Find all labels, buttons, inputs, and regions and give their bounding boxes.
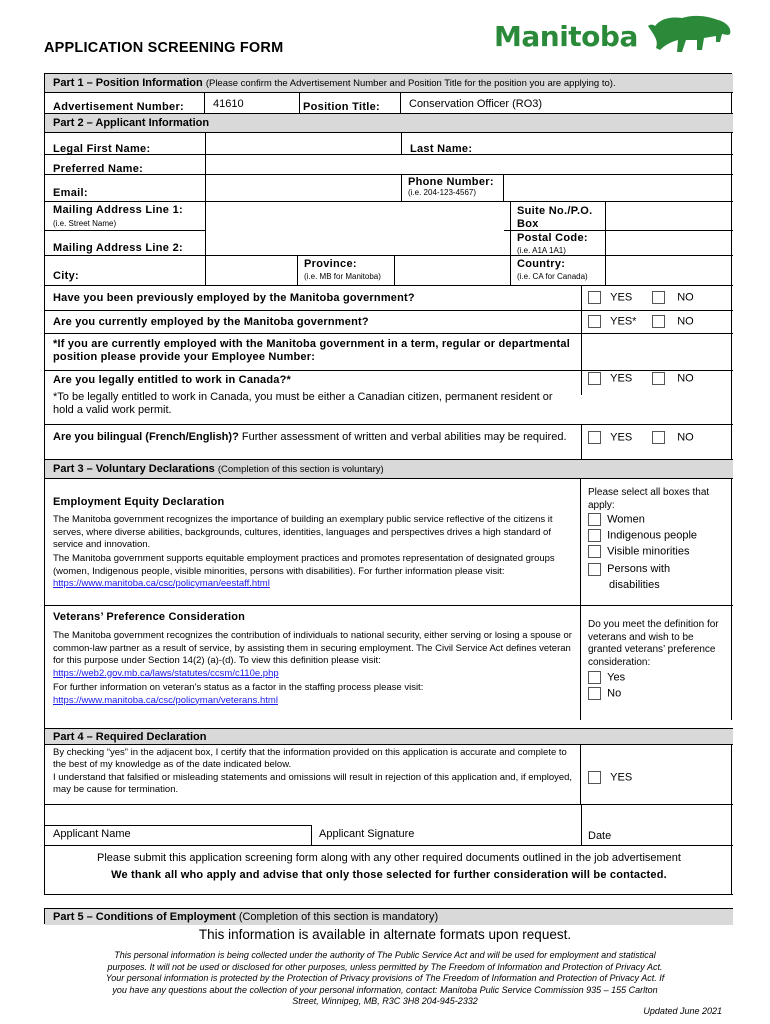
veterans-para1-text: The Manitoba government recognizes the contribution of individuals to national security, either serving or losing a spouse or common-law partner as a result of service, by assisting them in securing employment. The Civil Service Act defines veteran for this purpose under Section 14(2) (a)-(d). To view this definition please visit: (53, 630, 572, 666)
checkbox[interactable] (588, 563, 601, 576)
last-name-label (401, 133, 501, 154)
address-line1-text: Mailing Address Line 1: (53, 204, 183, 216)
address-line1-label (53, 204, 183, 228)
checkbox[interactable] (588, 545, 601, 558)
last-name-text: Last Name: (410, 143, 473, 155)
province-label (297, 255, 395, 285)
checkbox[interactable] (588, 513, 601, 526)
postal-code-field[interactable] (606, 230, 733, 255)
legally-entitled-yes[interactable] (588, 372, 632, 385)
part3-heading: Part 3 – Voluntary Declarations (53, 463, 215, 475)
address-line1-hint: (i.e. Street Name) (53, 219, 117, 228)
checkbox[interactable] (652, 372, 665, 385)
no-label: NO (677, 315, 694, 328)
option-label: Women (607, 513, 645, 526)
city-field[interactable] (205, 255, 297, 285)
preferred-name-field[interactable] (205, 154, 733, 174)
privacy-line-5: Street, Winnipeg, MB, R3C 3H8 204-945-2332 (292, 996, 478, 1006)
currently-employed-yes[interactable] (588, 315, 636, 328)
checkbox[interactable] (588, 315, 601, 328)
privacy-line-4: you have any questions about the collection of your personal information, contact: Manitoba Pulic Service Commission 935 – 155 Carlton (112, 984, 658, 995)
ee-option-women[interactable] (588, 513, 645, 526)
checkbox[interactable] (652, 291, 665, 304)
declaration-yes[interactable] (588, 771, 632, 784)
checkbox[interactable] (588, 291, 601, 304)
part1-heading: Part 1 – Position Information (53, 77, 203, 89)
previously-employed-no[interactable] (652, 291, 694, 304)
yes-label: Yes (607, 671, 626, 684)
applicant-signature-label: Applicant Signature (319, 828, 415, 840)
veterans-para2 (53, 682, 575, 707)
postal-code-label (510, 230, 606, 255)
legally-entitled-no[interactable] (652, 372, 694, 385)
email-field[interactable] (205, 174, 400, 201)
address-line2-text: Mailing Address Line 2: (53, 242, 183, 254)
country-label (510, 255, 606, 285)
first-name-field[interactable] (205, 133, 400, 154)
checkbox[interactable] (588, 671, 601, 684)
checkbox[interactable] (588, 372, 601, 385)
province-hint: (i.e. MB for Manitoba) (304, 272, 381, 281)
bilingual-question-rest: Further assessment of written and verbal abilities may be required. (238, 431, 567, 443)
currently-employed-question: Are you currently employed by the Manitoba government? (53, 316, 369, 328)
email-text: Email: (53, 187, 88, 199)
country-text: Country: (517, 258, 566, 270)
option-label: Indigenous people (607, 529, 698, 542)
previously-employed-yes[interactable] (588, 291, 632, 304)
yes-label: YES (610, 372, 633, 385)
phone-label (401, 174, 504, 201)
yes-label: YES (610, 291, 633, 304)
no-label: NO (677, 372, 694, 385)
preferred-name-label (53, 159, 143, 177)
suite-text: Suite No./P.O. Box (517, 205, 593, 230)
date-label: Date (588, 830, 612, 842)
phone-field[interactable] (504, 174, 733, 201)
employee-number-field[interactable] (582, 333, 733, 370)
previously-employed-question: Have you been previously employed by the Manitoba government? (53, 292, 415, 304)
privacy-line-3: Your personal information is protected by the Protection of Privacy provisions of The Freedom of Information and Protection of Privacy Act. If (105, 973, 665, 983)
checkbox[interactable] (652, 315, 665, 328)
suite-field[interactable] (606, 201, 733, 230)
thank-you-note: We thank all who apply and advise that only those selected for further consideration will be contacted. (111, 869, 667, 881)
last-name-field[interactable] (501, 133, 733, 154)
employee-number-note: *If you are currently employed with the Manitoba government in a term, regular or departmental position please provide your Employee Number: (53, 338, 570, 363)
checkbox[interactable] (652, 431, 665, 444)
veterans-para2-text: For further information on veteran’s status as a factor in the staffing process please visit: (53, 682, 424, 693)
privacy-line-2: purposes. It will not be used or disclosed for other purposes, unless permitted by The Freedom of Information and Protection of Privacy Act. (107, 961, 663, 972)
veterans-question: Do you meet the definition for veterans and wish to be granted veterans’ preference consideration: (588, 619, 719, 668)
yes-label: YES (610, 771, 633, 784)
employment-equity-link[interactable]: https://www.manitoba.ca/csc/policyman/eestaff.html (53, 578, 270, 589)
part3-header (45, 459, 733, 479)
ee-select-instruction: Please select all boxes that apply: (588, 487, 710, 511)
country-field[interactable] (606, 255, 733, 285)
employment-equity-title: Employment Equity Declaration (53, 496, 225, 508)
phone-text: Phone Number: (408, 176, 494, 188)
part5-note: (Completion of this section is mandatory) (238, 911, 439, 923)
veterans-title: Veterans’ Preference Consideration (53, 611, 246, 623)
part5-header (45, 908, 733, 925)
no-label: NO (677, 431, 694, 444)
part1-header (45, 74, 733, 93)
employment-equity-para1: The Manitoba government recognizes the importance of building an exemplary public service reflective of the citizens it serves, where diverse abilities, backgrounds, cultures, identities, languages and perspectives drives a high standard of service and innovation. (53, 514, 553, 550)
city-text: City: (53, 270, 79, 282)
advertisement-number-text: Advertisement Number: (53, 101, 184, 113)
employment-equity-para2 (53, 553, 575, 591)
legally-entitled-note: *To be legally entitled to work in Canada, you must be either a Canadian citizen, permanent resident or hold a valid work permit. (53, 391, 553, 416)
postal-code-hint: (i.e. A1A 1A1) (517, 246, 566, 255)
preferred-name-text: Preferred Name: (53, 163, 144, 175)
checkbox[interactable] (588, 529, 601, 542)
bison-icon (646, 12, 736, 58)
veterans-statute-link[interactable]: https://web2.gov.mb.ca/laws/statutes/ccsm/c110e.php (53, 667, 279, 679)
suite-label (510, 201, 606, 230)
address-line2-field[interactable] (205, 230, 510, 255)
option-label: Persons with (607, 563, 671, 575)
declaration-para1: By checking “yes” in the adjacent box, I certify that the information provided on this application is accurate and complete to the best of my knowledge as of the date indicated below. (53, 747, 567, 770)
employment-equity-para2-text: The Manitoba government supports equitable employment practices and promotes representation of designated groups (women, Indigenous people, visible minorities, persons with disabilities). For further information please visit: (53, 553, 555, 577)
position-title-field[interactable] (401, 93, 731, 113)
province-field[interactable] (395, 255, 510, 285)
postal-code-text: Postal Code: (517, 232, 588, 244)
first-name-text: Legal First Name: (53, 143, 151, 155)
privacy-line-1: This personal information is being collected under the authority of The Public Service Act and will be used for employment and statistical (114, 950, 656, 960)
advertisement-number-field[interactable] (205, 93, 299, 113)
address-line2-label (53, 238, 183, 256)
no-label: NO (677, 291, 694, 304)
advertisement-number-value: 41610 (213, 98, 244, 110)
bilingual-no[interactable] (652, 431, 694, 444)
phone-hint: (i.e. 204-123-4567) (408, 188, 477, 197)
part5-heading: Part 5 – Conditions of Employment (53, 911, 236, 923)
ee-option-visible-minorities[interactable] (588, 545, 689, 558)
bilingual-question-bold: Are you bilingual (French/English)? (53, 431, 239, 443)
option-label-cont: disabilities (609, 579, 660, 591)
declaration-para2: I understand that falsified or misleading statements and omissions will result in rejection of this application and, if employed, may be cause for termination. (53, 772, 573, 795)
yes-label: YES (610, 431, 633, 444)
part2-heading: Part 2 – Applicant Information (53, 117, 210, 129)
part4-heading: Part 4 – Required Declaration (53, 731, 207, 743)
logo-text: Manitoba (494, 20, 638, 53)
currently-employed-no[interactable] (652, 315, 694, 328)
veterans-para1 (53, 630, 575, 680)
part1-note: (Please confirm the Advertisement Number and Position Title for the position you are applying to). (205, 78, 616, 89)
first-name-label (53, 139, 150, 157)
bilingual-yes[interactable] (588, 431, 632, 444)
part2-header (45, 113, 733, 133)
ee-option-indigenous[interactable] (588, 529, 697, 542)
applicant-name-label: Applicant Name (53, 828, 131, 840)
checkbox[interactable] (588, 771, 601, 784)
form-title: APPLICATION SCREENING FORM (44, 40, 284, 56)
bilingual-question (53, 431, 578, 444)
part4-header (45, 728, 733, 745)
application-form (44, 73, 732, 924)
applicant-signature-field[interactable] (311, 805, 581, 825)
alternate-formats-note: This information is available in alternate formats upon request. (198, 927, 572, 942)
applicant-name-field[interactable] (45, 805, 311, 825)
ee-option-disabilities[interactable] (588, 561, 670, 593)
city-label (53, 266, 79, 284)
country-hint: (i.e. CA for Canada) (517, 272, 588, 281)
position-title-text: Position Title: (303, 101, 381, 113)
option-label: Visible minorities (607, 545, 690, 558)
date-field[interactable] (581, 805, 733, 825)
address-line1-field[interactable] (205, 201, 510, 230)
submission-instruction: Please submit this application screening form along with any other required documents outlined in the job advertisement (97, 852, 681, 864)
legally-entitled-question: Are you legally entitled to work in Canada?* (53, 374, 292, 386)
checkbox[interactable] (588, 687, 601, 700)
veterans-yes[interactable] (588, 671, 625, 684)
veterans-policy-link[interactable]: https://www.manitoba.ca/csc/policyman/veterans.html (53, 694, 278, 706)
manitoba-logo (494, 12, 734, 58)
part3-note: (Completion of this section is voluntary) (217, 464, 384, 475)
yes-star-label: YES* (610, 315, 637, 328)
updated-date: Updated June 2021 (643, 1006, 722, 1016)
no-label: No (607, 687, 622, 700)
province-text: Province: (304, 258, 357, 270)
position-title-value: Conservation Officer (RO3) (409, 98, 543, 110)
email-label (53, 183, 88, 201)
checkbox[interactable] (588, 431, 601, 444)
veterans-no[interactable] (588, 687, 621, 700)
